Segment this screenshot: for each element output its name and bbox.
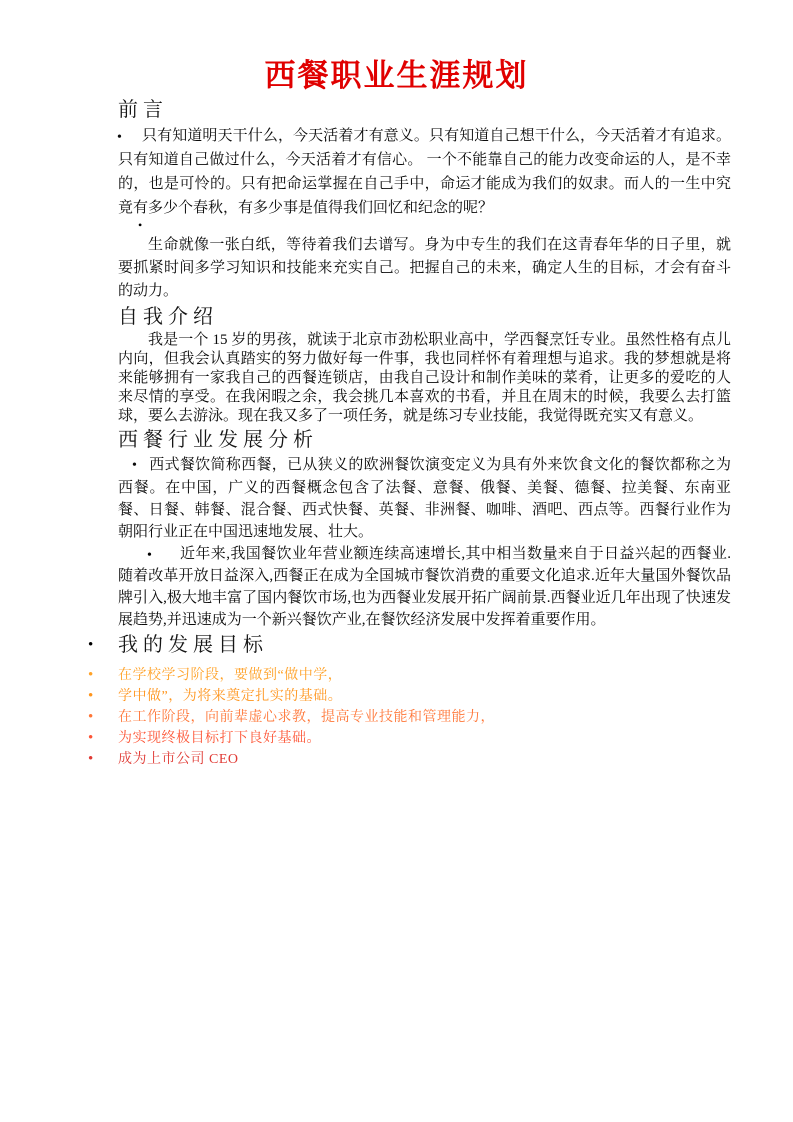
goal-item [118,728,731,749]
preface-paragraph-1: • 只有知道明天干什么，今天活着才有意义。只有知道自己想干什么，今天活着才有追求。只有知道自己做过什么，今天活着才有信心。 一个不能靠自己的能力改变命运的人，是不幸的，也是可怜的。只有把命运掌握在自己手中，命运才能成为我们的奴隶。而人的一生中究竟有多少个春秋，有多少事是值得我们回忆和纪念的呢？ [118,124,731,220]
goal-item [118,707,731,728]
goal-item-text: 在工作阶段，向前辈虚心求教，提高专业技能和管理能力， [118,710,495,725]
goal-item-text: 在学校学习阶段，要做到“做中学， [118,668,343,683]
section-heading-intro: 自我介绍 [118,306,218,328]
industry-paragraph-2: • 近年来,我国餐饮业年营业额连续高速增长,其中相当数量来自于日益兴起的西餐业.随着改革开放日益深入,西餐正在成为全国城市餐饮消费的重要文化追求.近年大量国外餐饮品牌引入,极大地丰富了国内餐饮市场,也为西餐业发展开拓广阔前景.西餐业近几年出现了快速发展趋势,并迅速成为一个新兴餐饮产业,在餐饮经济发展中发挥着重要作用。 [118,543,731,631]
goal-item [118,749,731,770]
goal-item [118,686,731,707]
section-heading-goals: • 我的发展目标 [118,631,731,659]
document-title: 西餐职业生涯规划 [264,58,529,93]
goal-item [118,665,731,686]
goal-item-text: 为实现终极目标打下良好基础。 [118,731,321,746]
goal-item-text: 学中做”，为将来奠定扎实的基础。 [118,689,343,704]
section-heading-industry: 西餐行业发展分析 [118,429,318,451]
bullet-marker [132,457,137,473]
preface-paragraph-2: 生命就像一张白纸，等待着我们去谱写。身为中专生的我们在这青春年华的日子里，就要抓紧时间多学习知识和技能来充实自己。把握自己的未来，确定人生的目标，才会有奋斗的动力。 [118,237,731,299]
industry-paragraph-1 [118,454,731,543]
goal-item-text: 成为上市公司 CEO [118,752,239,767]
section-heading-preface: 前言 [118,99,168,121]
intro-paragraph: 我是一个 15 岁的男孩，就读于北京市劲松职业高中，学西餐烹饪专业。虽然性格有点儿内向，但我会认真踏实的努力做好每一件事，我也同样怀有着理想与追求。我的梦想就是将来能够拥有一家我自己的西餐连锁店，由我自己设计和制作美味的菜肴，让更多的爱吃的人来尽情的享受。在我闲暇之余，我会挑几本喜欢的书看，并且在周末的时候，我要么去打篮球，要么去游泳。现在我又多了一项任务，就是练习专业技能，我觉得既充实又有意义。 [118,332,731,424]
goals-list [118,665,731,770]
bullet-marker [138,220,793,234]
industry-paragraph-1-text: 西式餐饮简称西餐，已从狭义的欧洲餐饮演变定义为具有外来饮食文化的餐饮都称之为西餐。在中国，广义的西餐概念包含了法餐、意餐、俄餐、美餐、德餐、拉美餐、东南亚餐、日餐、韩餐、混合餐、西式快餐、英餐、非洲餐、咖啡、酒吧、西点等。西餐行业作为朝阳行业正在中国迅速地发展、壮大。 [118,457,731,540]
